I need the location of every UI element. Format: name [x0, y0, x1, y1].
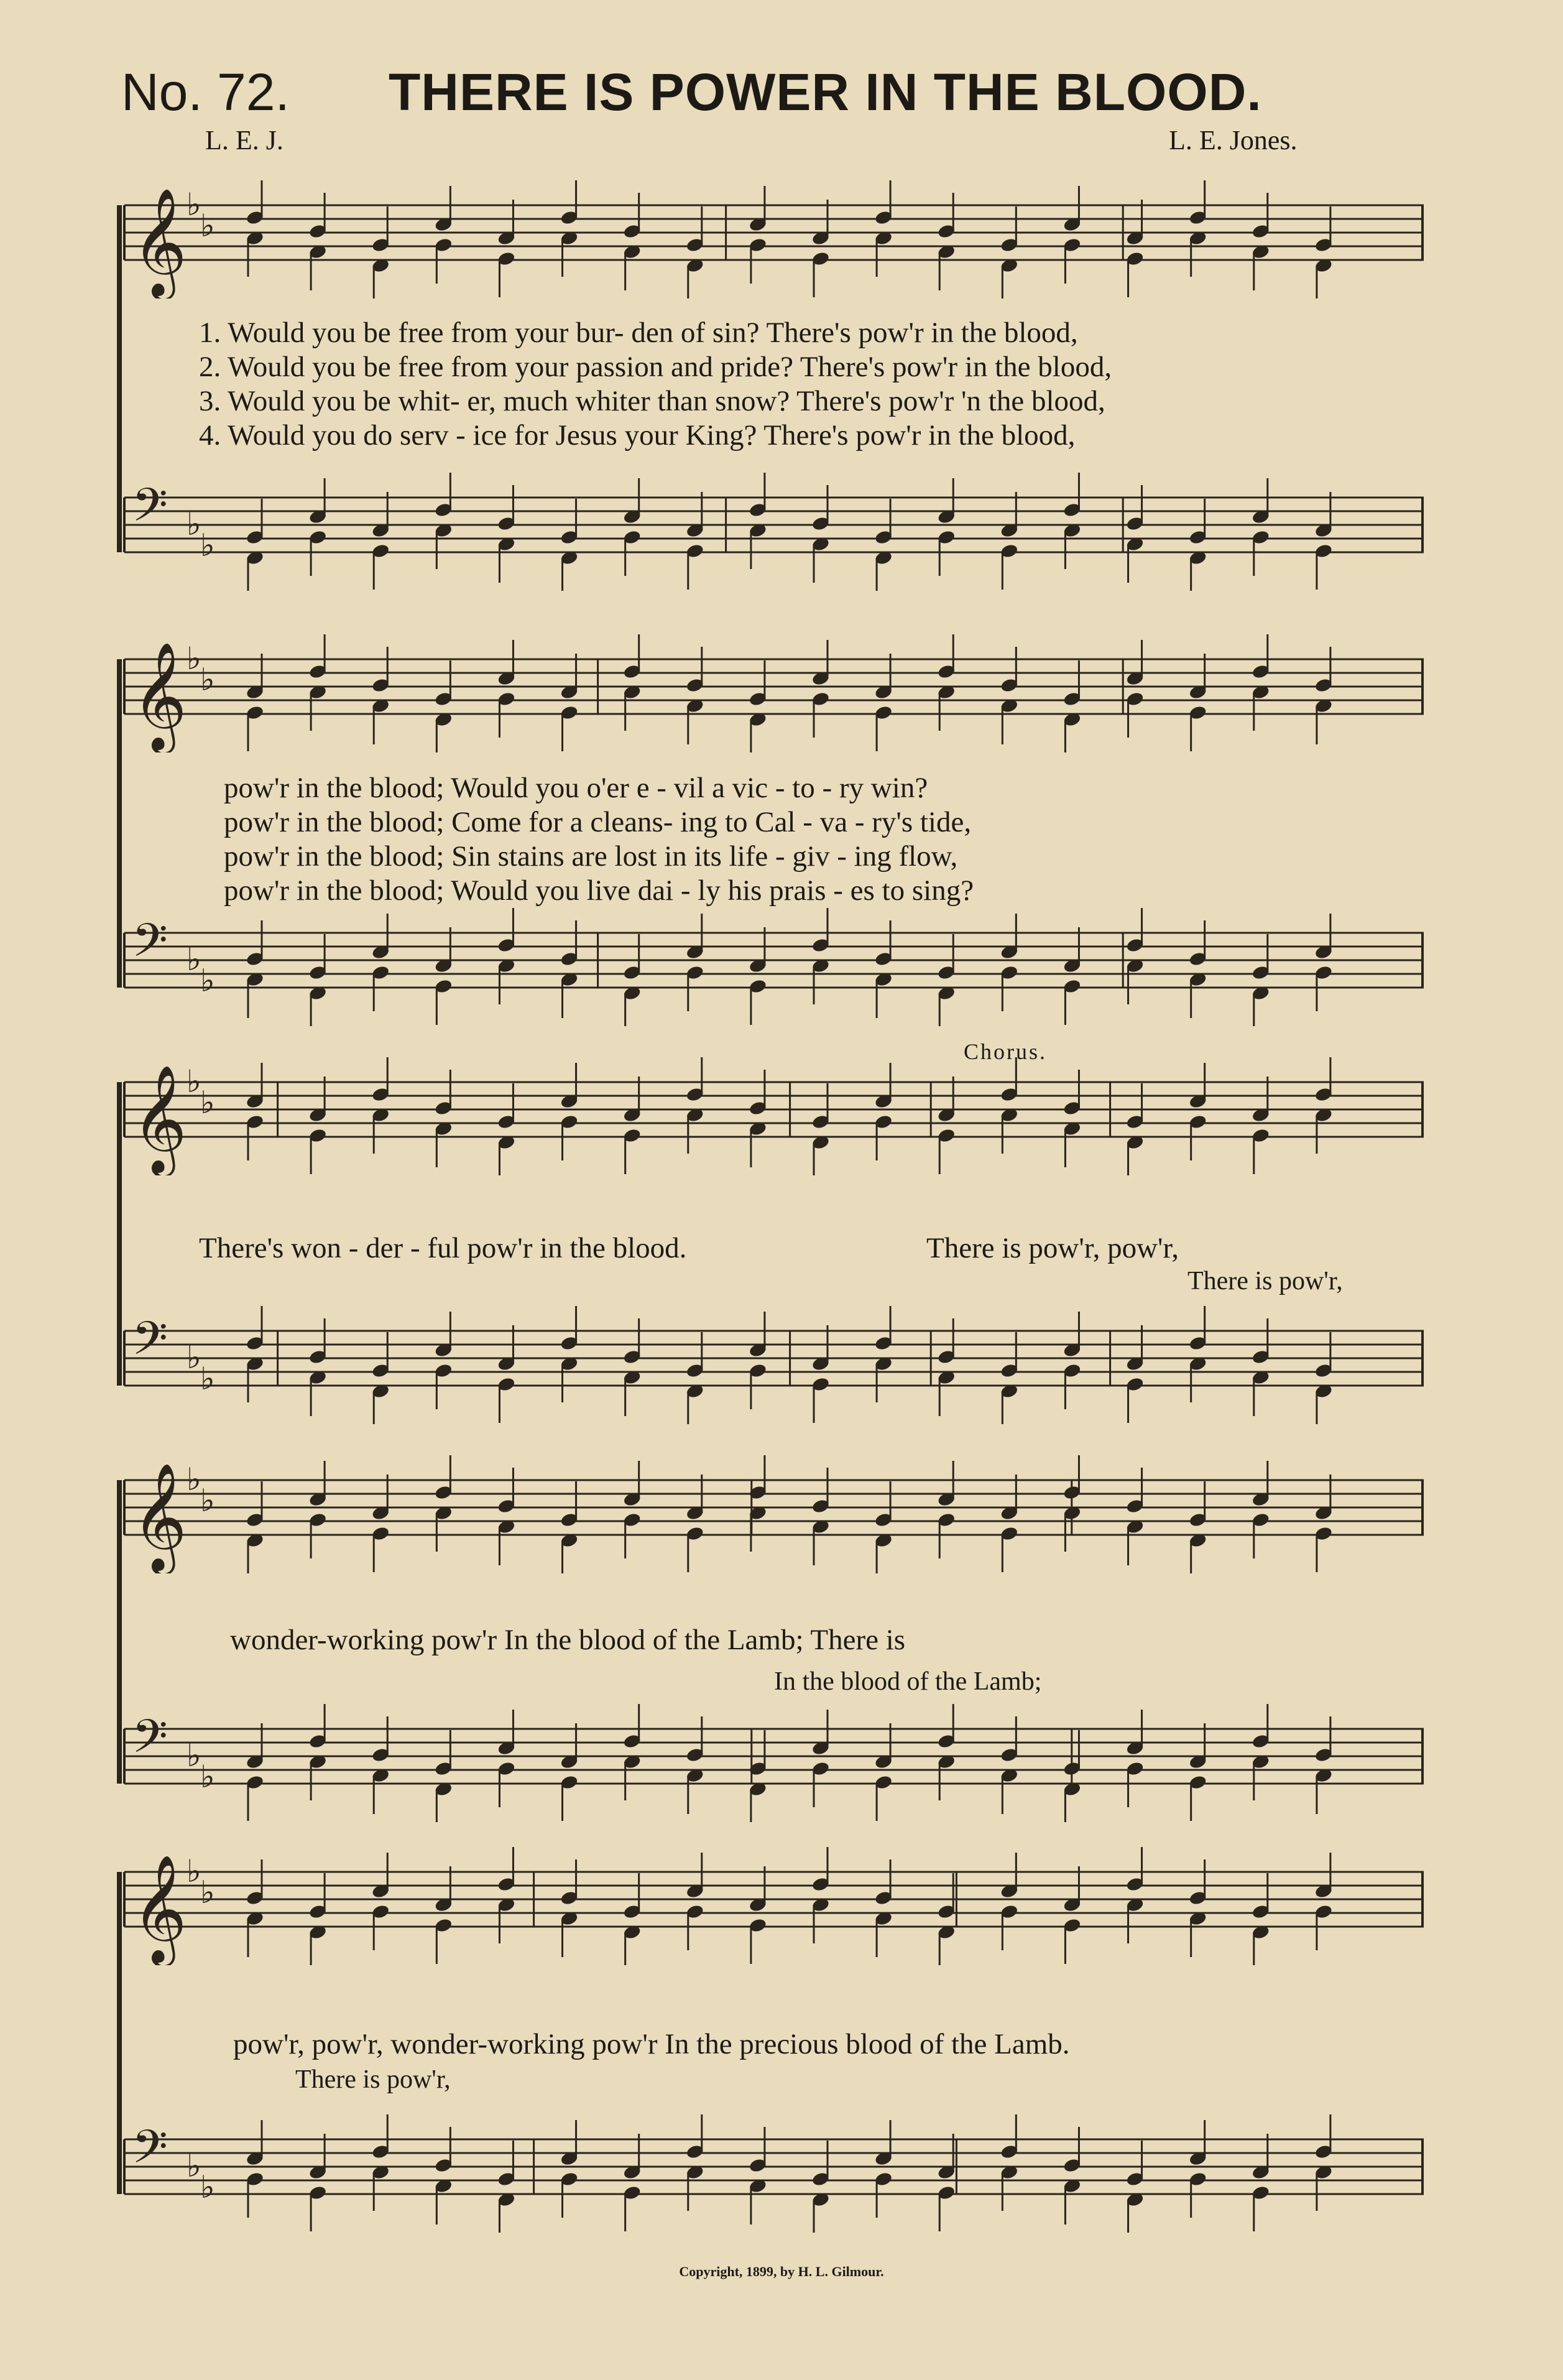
bass-staff-lines	[112, 473, 1430, 591]
flat-icon: ♭	[187, 641, 201, 677]
refrain-line-1: There's won - der - ful pow'r in the blood.	[199, 1232, 687, 1264]
system-bracket	[117, 205, 122, 552]
flat-icon: ♭	[200, 527, 215, 563]
treble-staff-lines	[112, 634, 1430, 752]
flat-icon: ♭	[200, 1361, 215, 1397]
flat-icon: ♭	[187, 1340, 201, 1376]
music-system-5	[112, 1847, 1430, 2245]
bass-clef-icon: 𝄢	[132, 914, 168, 979]
flat-icon: ♭	[187, 187, 201, 223]
treble-clef-icon: 𝄞	[132, 188, 187, 296]
verse-3-line-a: 3. Would you be whit- er, much whiter than snow? There's pow'r 'n the blood,	[199, 385, 1105, 417]
treble-staff-lines	[112, 1847, 1430, 1965]
bass-clef-icon: 𝄢	[132, 2120, 168, 2185]
treble-staff	[112, 1847, 1430, 1965]
treble-clef-icon: 𝄞	[132, 1065, 187, 1173]
flat-icon: ♭	[200, 1874, 215, 1910]
flat-icon: ♭	[200, 2169, 215, 2205]
treble-clef-icon: 𝄞	[132, 642, 187, 750]
bass-staff	[112, 473, 1430, 591]
chorus-label: Chorus.	[964, 1039, 1048, 1064]
hymn-title: THERE IS POWER IN THE BLOOD.	[389, 63, 1262, 121]
flat-icon: ♭	[187, 1461, 201, 1498]
system-bracket	[117, 1082, 122, 1386]
treble-staff	[112, 180, 1430, 299]
bass-clef-icon: 𝄢	[132, 1710, 168, 1775]
bass-staff-lines	[112, 1704, 1430, 1822]
flat-icon: ♭	[200, 208, 215, 244]
treble-staff-lines	[112, 1455, 1430, 1573]
flat-icon: ♭	[200, 963, 215, 999]
bass-clef-icon: 𝄢	[132, 1312, 168, 1377]
flat-icon: ♭	[200, 1483, 215, 1519]
system-bracket	[117, 1480, 122, 1784]
verse-2-line-a: 2. Would you be free from your passion and pride? There's pow'r in the blood,	[199, 351, 1112, 383]
bass-staff-lines	[112, 2114, 1430, 2233]
words-credit: L. E. J.	[205, 125, 284, 155]
bass-clef-icon: 𝄢	[132, 478, 168, 544]
flat-icon: ♭	[187, 1063, 201, 1100]
hymn-number: No. 72.	[121, 63, 290, 121]
music-system-3	[112, 1039, 1430, 1430]
music-system-2	[112, 634, 1430, 1020]
flat-icon: ♭	[187, 2148, 201, 2184]
verse-2-line-b: pow'r in the blood; Come for a cleans- ing to Cal - va - ry's tide,	[224, 806, 972, 838]
chorus-line-2-bass: In the blood of the Lamb;	[774, 1667, 1042, 1696]
bass-staff-lines	[112, 1306, 1430, 1424]
flat-icon: ♭	[187, 506, 201, 542]
treble-staff-lines	[112, 1057, 1430, 1175]
bass-staff	[112, 1704, 1430, 1822]
treble-staff	[112, 1057, 1430, 1175]
treble-staff	[112, 634, 1430, 752]
verse-4-line-a: 4. Would you do serv - ice for Jesus your King? There's pow'r in the blood,	[199, 419, 1076, 451]
verse-3-line-b: pow'r in the blood; Sin stains are lost in its life - giv - ing flow,	[224, 840, 958, 873]
bass-staff	[112, 1306, 1430, 1424]
system-bracket	[117, 1872, 122, 2194]
bass-staff	[112, 2114, 1430, 2233]
bass-staff	[112, 908, 1430, 1026]
system-bracket	[117, 659, 122, 988]
chorus-line-1-bass: There is pow'r,	[1187, 1267, 1343, 1295]
flat-icon: ♭	[187, 1738, 201, 1774]
verse-4-line-b: pow'r in the blood; Would you live dai - ly his prais - es to sing?	[224, 874, 974, 907]
treble-clef-icon: 𝄞	[132, 1463, 187, 1571]
chorus-line-2: wonder-working pow'r In the blood of the Lamb; There is	[230, 1624, 906, 1656]
bass-staff-lines	[112, 908, 1430, 1026]
flat-icon: ♭	[200, 1085, 215, 1121]
copyright-notice: Copyright, 1899, by H. L. Gilmour.	[679, 2264, 884, 2279]
treble-clef-icon: 𝄞	[132, 1854, 187, 1963]
chorus-line-3: pow'r, pow'r, wonder-working pow'r In the precious blood of the Lamb.	[233, 2028, 1070, 2060]
flat-icon: ♭	[200, 1759, 215, 1795]
verse-1-line-a: 1. Would you be free from your bur- den of sin? There's pow'r in the blood,	[199, 317, 1078, 349]
verse-1-line-b: pow'r in the blood; Would you o'er e - vil a vic - to - ry win?	[224, 772, 928, 804]
flat-icon: ♭	[200, 662, 215, 698]
music-system-4	[112, 1455, 1430, 1841]
chorus-line-3-bass: There is pow'r,	[295, 2065, 451, 2094]
flat-icon: ♭	[187, 1853, 201, 1889]
treble-staff	[112, 1455, 1430, 1573]
music-credit: L. E. Jones.	[1169, 125, 1298, 155]
music-system-1	[112, 180, 1430, 591]
flat-icon: ♭	[187, 942, 201, 978]
treble-staff-lines	[112, 180, 1430, 299]
chorus-line-1: There is pow'r, pow'r,	[926, 1232, 1179, 1264]
